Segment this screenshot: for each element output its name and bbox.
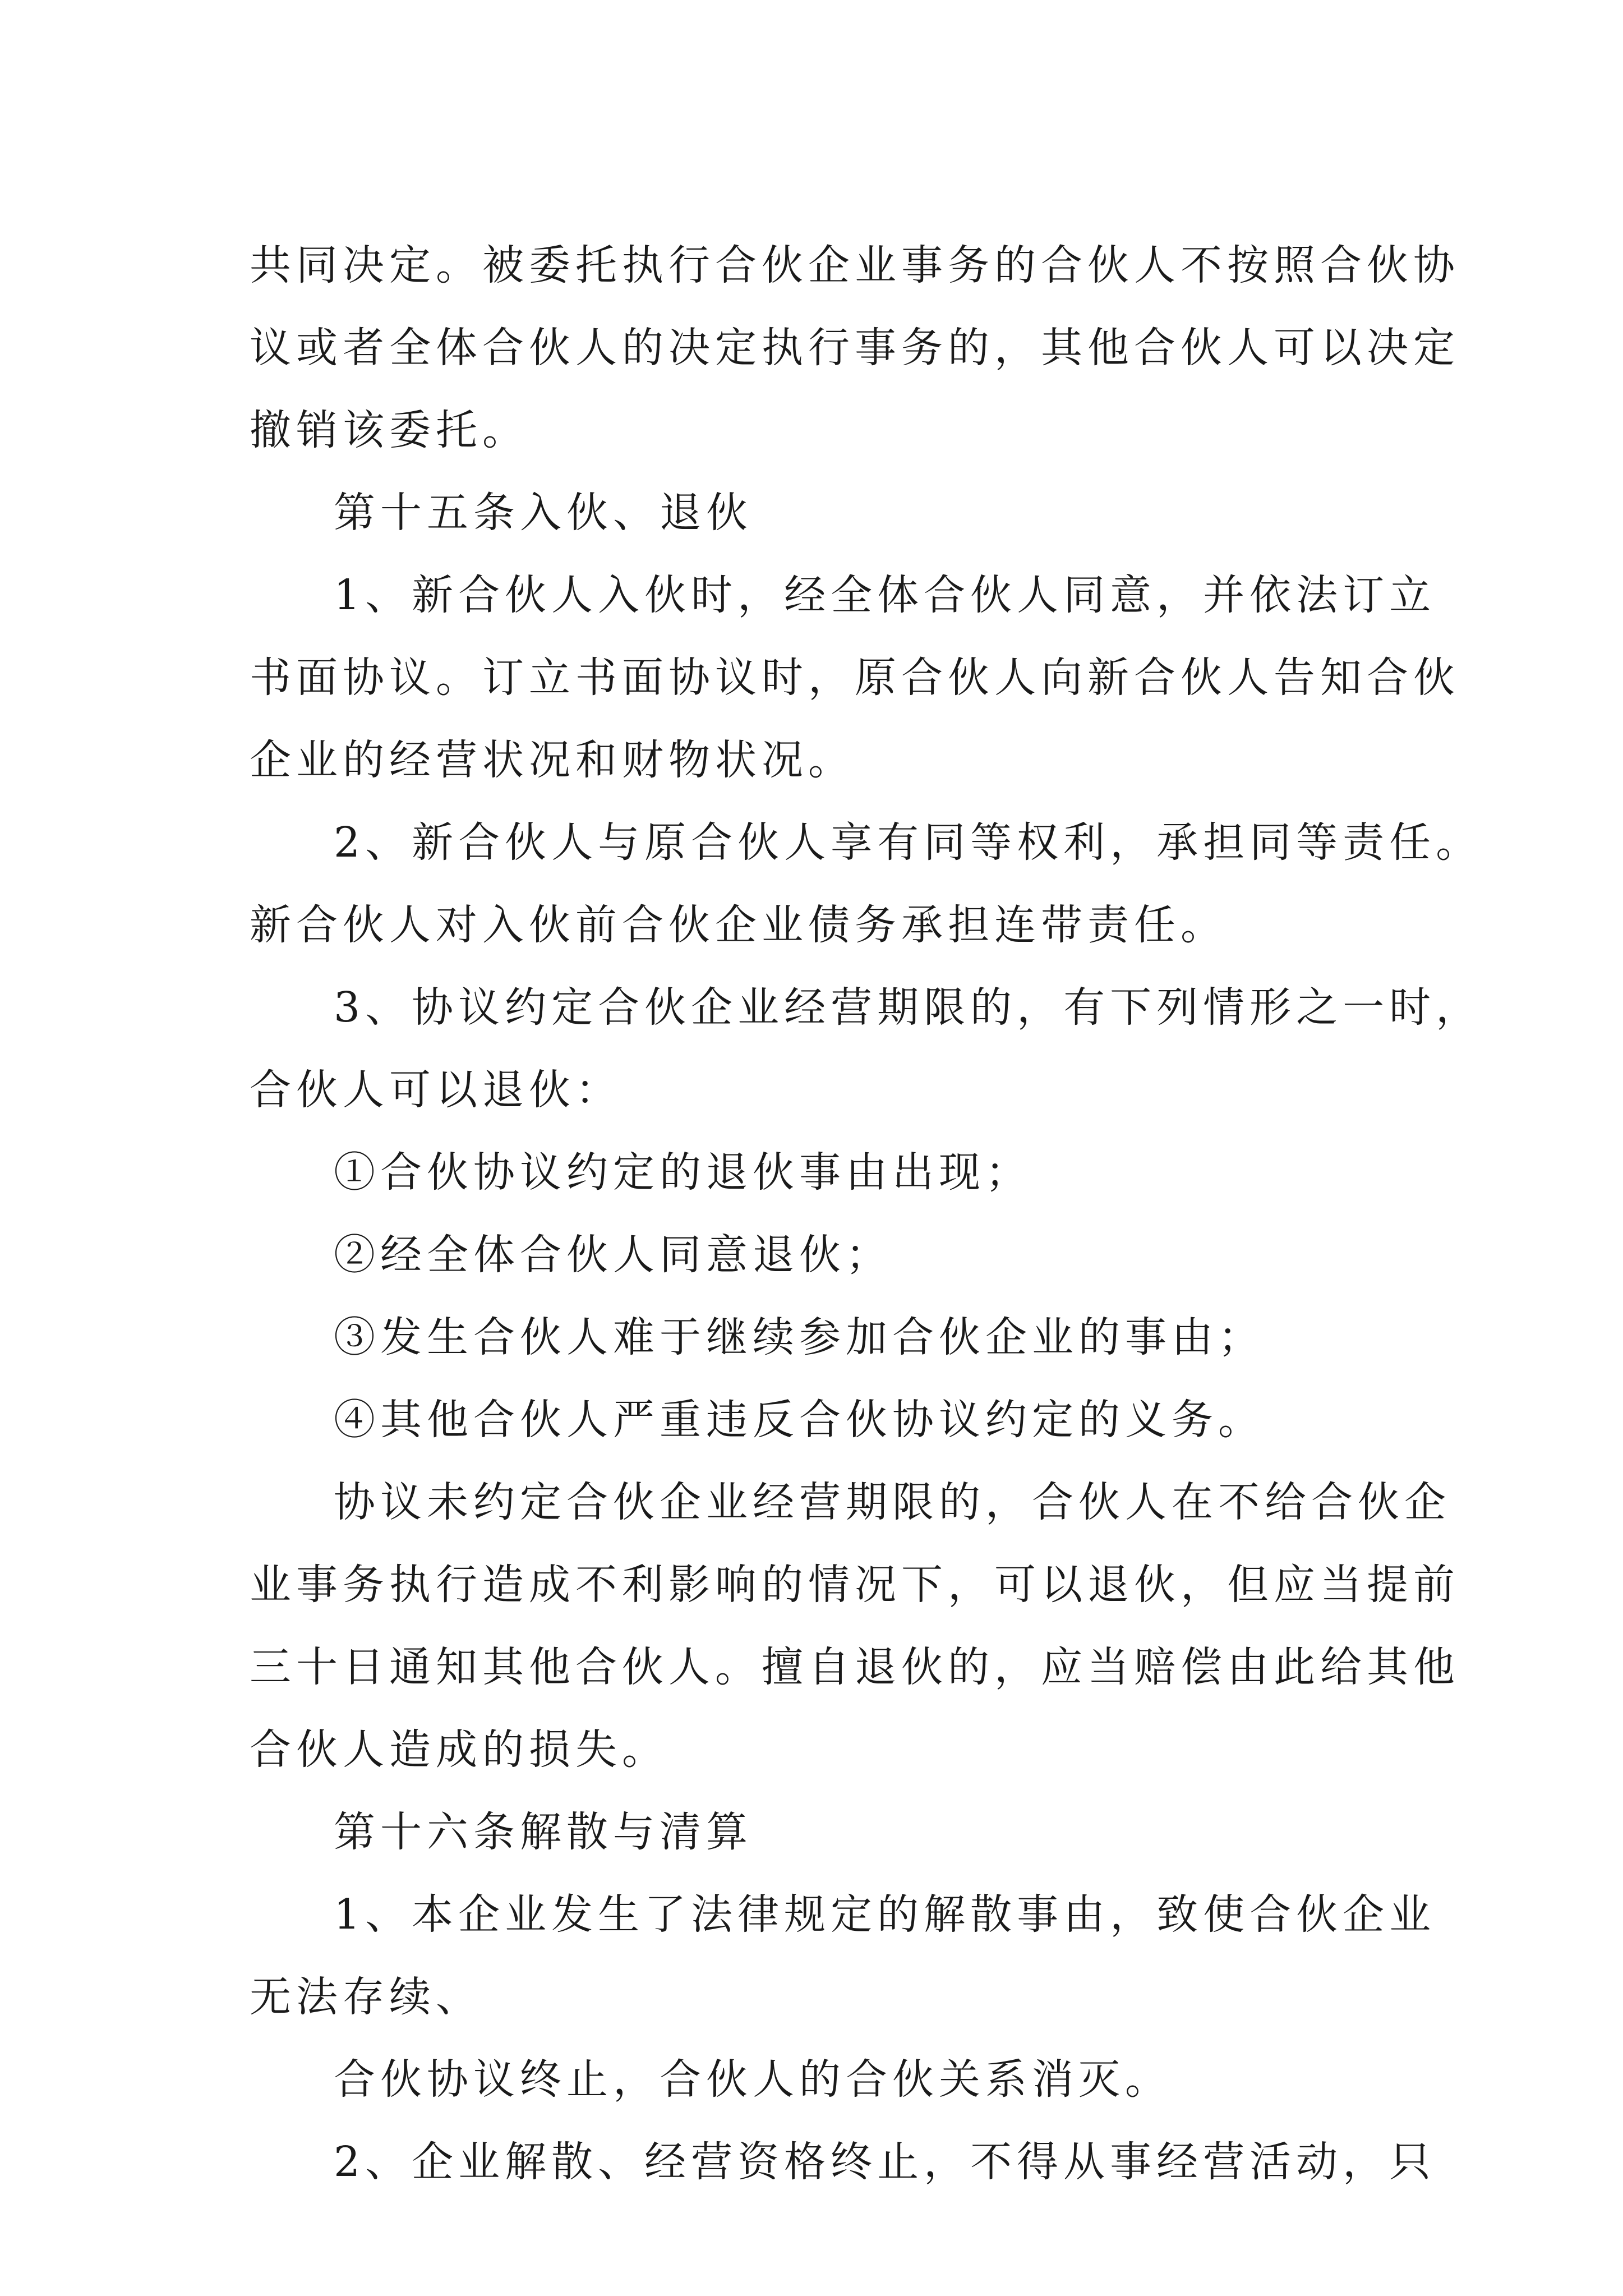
- section-heading: 第十五条入伙、退伙: [334, 489, 753, 537]
- text-line: 书面协议。订立书面协议时，原合伙人向新合伙人告知合伙: [250, 654, 1460, 702]
- text-line: 1、新合伙人入伙时，经全体合伙人同意，并依法订立: [334, 571, 1436, 619]
- text-line: 3、协议约定合伙企业经营期限的，有下列情形之一时，: [334, 983, 1483, 1032]
- text-line: 合伙人造成的损失。: [250, 1726, 668, 1774]
- text-line: 撤销该委托。: [250, 406, 529, 454]
- list-item: ②经全体合伙人同意退伙；: [334, 1231, 892, 1279]
- text-line: 2、企业解散、经营资格终止，不得从事经营活动，只: [334, 2138, 1436, 2186]
- list-item: ①合伙协议约定的退伙事由出现；: [334, 1148, 1032, 1197]
- text-line: 企业的经营状况和财物状况。: [250, 736, 855, 784]
- text-line: 议或者全体合伙人的决定执行事务的，其他合伙人可以决定: [250, 324, 1460, 372]
- text-line: 无法存续、: [250, 1973, 482, 2021]
- text-line: 合伙协议终止，合伙人的合伙关系消灭。: [334, 2055, 1172, 2104]
- list-item: ③发生合伙人难于继续参加合伙企业的事由；: [334, 1313, 1265, 1361]
- section-heading: 第十六条解散与清算: [334, 1808, 753, 1856]
- text-line: 共同决定。被委托执行合伙企业事务的合伙人不按照合伙协: [250, 241, 1460, 289]
- text-line: 三十日通知其他合伙人。擅自退伙的，应当赔偿由此给其他: [250, 1643, 1460, 1691]
- text-line: 新合伙人对入伙前合伙企业债务承担连带责任。: [250, 901, 1227, 949]
- text-line: 协议未约定合伙企业经营期限的，合伙人在不给合伙企: [334, 1478, 1451, 1526]
- text-line: 合伙人可以退伙：: [250, 1066, 622, 1114]
- document-body: [250, 224, 1483, 2203]
- text-line: 2、新合伙人与原合伙人享有同等权利，承担同等责任。: [334, 818, 1483, 867]
- text-line: 业事务执行造成不利影响的情况下，可以退伙，但应当提前: [250, 1561, 1460, 1609]
- list-item: ④其他合伙人严重违反合伙协议约定的义务。: [334, 1396, 1265, 1444]
- text-line: 1、本企业发生了法律规定的解散事由，致使合伙企业: [334, 1890, 1436, 1939]
